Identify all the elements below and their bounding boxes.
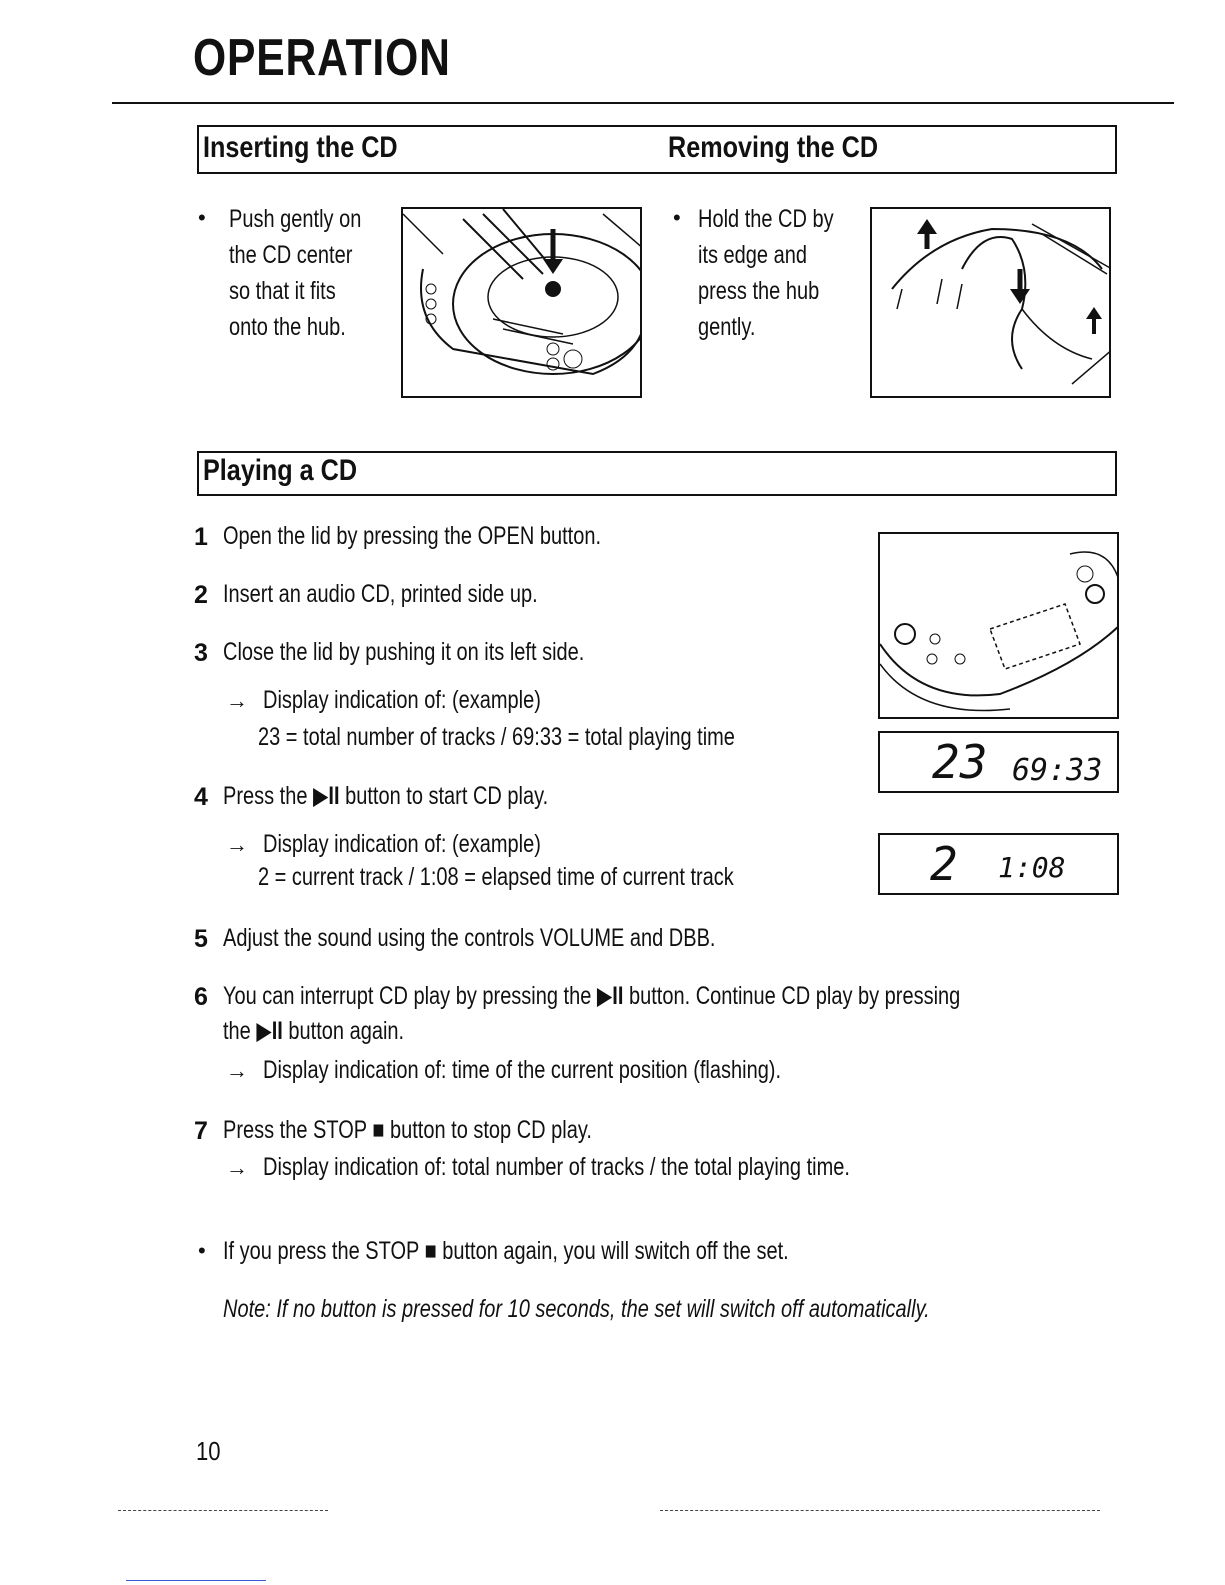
step-text — [223, 980, 960, 1013]
cd-insert-illustration-icon — [403, 209, 642, 398]
step-text-part: button to start CD play. — [339, 782, 549, 810]
step-number: 1 — [194, 523, 208, 551]
result-text: Display indication of: total number of tracks / the total playing time. — [263, 1153, 850, 1181]
cd-remove-illustration-icon — [872, 209, 1111, 398]
note-text-part: button again, you will switch off the set. — [436, 1237, 789, 1265]
inserting-heading: Inserting the CD — [203, 131, 398, 164]
page-title: OPERATION — [193, 29, 451, 87]
removing-line: Hold the CD by — [698, 205, 834, 233]
result-arrow-icon: → — [226, 832, 248, 857]
cd-player-figure — [878, 532, 1119, 719]
step-text-part: button. Continue CD play by pressing — [623, 982, 961, 1010]
lcd-elapsed-time: 1:08 — [998, 851, 1066, 884]
stop-symbol: ■ — [424, 1237, 437, 1265]
result-text: Display indication of: (example) — [263, 830, 541, 858]
removing-line: its edge and — [698, 241, 807, 269]
lcd-track-count: 23 — [932, 735, 988, 789]
play-pause-symbol: ▶II — [256, 1017, 283, 1045]
lcd-display-current — [878, 833, 1119, 895]
step-text-part: the — [223, 1017, 257, 1045]
play-pause-symbol: ▶II — [596, 982, 624, 1010]
note-text-part: If you press the STOP — [223, 1237, 425, 1265]
stop-again-text — [223, 1235, 789, 1268]
stop-symbol: ■ — [372, 1116, 385, 1144]
removing-heading: Removing the CD — [668, 131, 879, 164]
step-text: Close the lid by pushing it on its left side. — [223, 638, 585, 666]
stop-bullet: • — [198, 1238, 206, 1263]
step-number: 2 — [194, 581, 208, 609]
removing-line: gently. — [698, 313, 756, 341]
step-text: Open the lid by pressing the OPEN button. — [223, 522, 601, 550]
result-arrow-icon: → — [226, 1058, 248, 1083]
result-text: Display indication of: time of the current position (flashing). — [263, 1056, 782, 1084]
scan-artifact — [660, 1510, 1100, 1512]
step-text-part: Press the — [223, 782, 314, 810]
page-number: 10 — [196, 1436, 221, 1466]
inserting-line: the CD center — [229, 241, 353, 269]
step-text-part: button again. — [282, 1017, 405, 1045]
step-text: Insert an audio CD, printed side up. — [223, 580, 538, 608]
step-text-part: button to stop CD play. — [384, 1116, 592, 1144]
auto-off-note: Note: If no button is pressed for 10 seconds, the set will switch off automatically. — [223, 1295, 930, 1323]
result-arrow-icon: → — [226, 688, 248, 713]
step-text: Adjust the sound using the controls VOLUME and DBB. — [223, 924, 716, 952]
removing-bullet: • — [673, 205, 681, 230]
scan-artifact — [126, 1580, 266, 1581]
lcd-current-track: 2 — [930, 837, 958, 891]
playing-heading: Playing a CD — [203, 454, 358, 487]
step-number: 4 — [194, 783, 208, 811]
scan-artifact — [118, 1510, 328, 1512]
step-text — [223, 780, 548, 813]
cd-player-illustration-icon — [880, 534, 1119, 719]
removing-line: press the hub — [698, 277, 820, 305]
step-text-part: Press the STOP — [223, 1116, 373, 1144]
title-divider — [112, 102, 1174, 104]
inserting-line: so that it fits — [229, 277, 336, 305]
step-text — [223, 1015, 404, 1048]
cd-insert-figure — [401, 207, 642, 398]
inserting-bullet: • — [198, 205, 206, 230]
result-text: 23 = total number of tracks / 69:33 = total playing time — [258, 723, 735, 751]
play-pause-symbol: ▶II — [313, 782, 340, 810]
result-text: 2 = current track / 1:08 = elapsed time of current track — [258, 863, 734, 891]
step-text — [223, 1114, 592, 1147]
step-number: 7 — [194, 1117, 208, 1145]
step-number: 6 — [194, 983, 208, 1011]
step-number: 5 — [194, 925, 208, 953]
lcd-display-total — [878, 731, 1119, 793]
result-text: Display indication of: (example) — [263, 686, 541, 714]
inserting-line: onto the hub. — [229, 313, 346, 341]
step-text-part: You can interrupt CD play by pressing the — [223, 982, 597, 1010]
step-number: 3 — [194, 639, 208, 667]
inserting-line: Push gently on — [229, 205, 362, 233]
result-arrow-icon: → — [226, 1155, 248, 1180]
cd-remove-figure — [870, 207, 1111, 398]
lcd-total-time: 69:33 — [1012, 753, 1103, 788]
